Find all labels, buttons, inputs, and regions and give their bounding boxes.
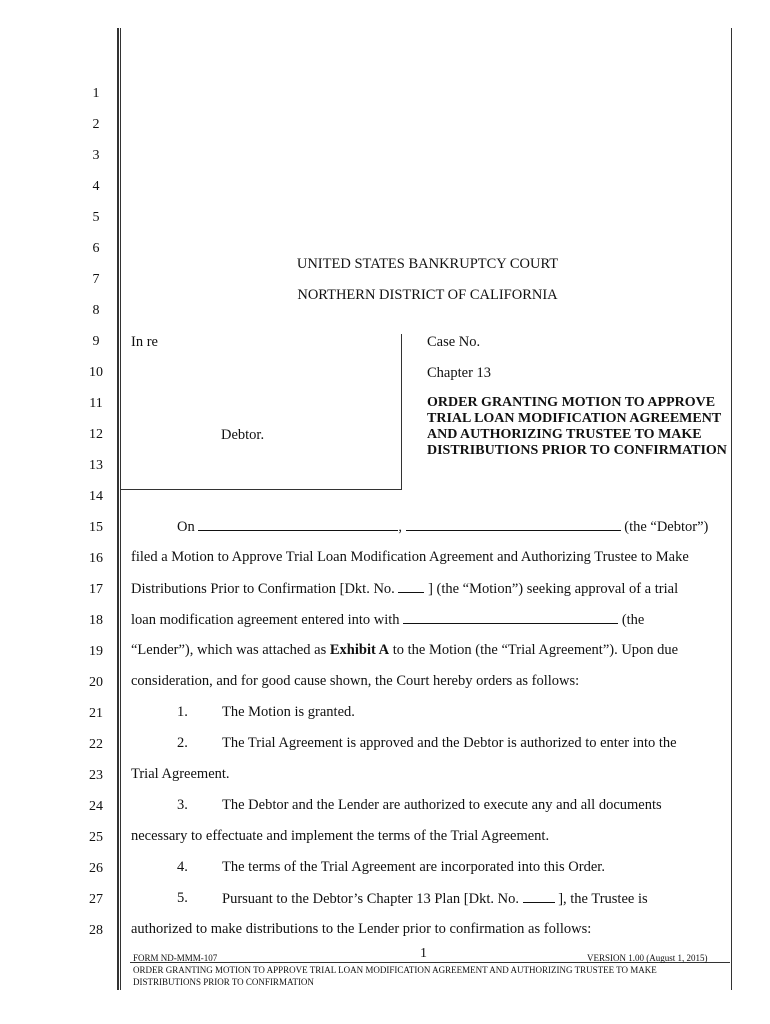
- line-number: 11: [89, 396, 103, 411]
- line-number: 1: [92, 86, 100, 101]
- plan-docket-blank: [523, 890, 555, 903]
- body-line-16: filed a Motion to Approve Trial Loan Modification Agreement and Authorizing Trustee to Make: [131, 549, 689, 565]
- body-text: loan modification agreement entered into with: [131, 612, 400, 628]
- line-number: 26: [89, 861, 103, 876]
- line-number: 20: [89, 675, 103, 690]
- line-number: 27: [89, 892, 103, 907]
- lender-name-blank: [403, 611, 618, 624]
- line-number: 21: [89, 706, 103, 721]
- line-number: 22: [89, 737, 103, 752]
- caption-divider-horizontal: [121, 489, 402, 490]
- body-line-18: [131, 611, 644, 629]
- body-text: Distributions Prior to Confirmation [Dkt. No.: [131, 581, 395, 597]
- footer-title-line2: DISTRIBUTIONS PRIOR TO CONFIRMATION: [133, 977, 314, 987]
- paragraph-number: 2.: [177, 735, 188, 751]
- line-number: 15: [89, 520, 103, 535]
- body-line-28: authorized to make distributions to the Lender prior to confirmation as follows:: [131, 921, 592, 937]
- line-number: 12: [89, 427, 103, 442]
- paragraph-number: 1.: [177, 704, 188, 720]
- body-text: ], the Trustee is: [558, 891, 648, 907]
- body-line-19: [131, 642, 678, 659]
- paragraph-text-5: [222, 890, 648, 908]
- paragraph-number: 5.: [177, 890, 188, 906]
- line-number: 17: [89, 582, 103, 597]
- line-number: 9: [92, 334, 100, 349]
- right-margin-rule: [731, 28, 732, 990]
- footer-version: VERSION 1.00 (August 1, 2015): [587, 953, 708, 963]
- body-text: On: [177, 519, 195, 535]
- paragraph-text: The Trial Agreement is approved and the Debtor is authorized to enter into the: [222, 735, 677, 751]
- line-number: 24: [89, 799, 103, 814]
- date-blank: [198, 518, 398, 531]
- line-number: 10: [89, 365, 103, 380]
- paragraph-text: The terms of the Trial Agreement are incorporated into this Order.: [222, 859, 605, 875]
- body-text: (the “Debtor”): [624, 519, 709, 535]
- case-number-label: Case No.: [427, 334, 481, 350]
- paragraph-text: The Debtor and the Lender are authorized to execute any and all documents: [222, 797, 662, 813]
- body-line-15: [177, 518, 708, 536]
- line-number: 16: [89, 551, 103, 566]
- court-district: NORTHERN DISTRICT OF CALIFORNIA: [297, 287, 558, 303]
- left-margin-rule: [117, 28, 119, 990]
- line-number: 14: [89, 489, 103, 504]
- line-number: 6: [92, 241, 100, 256]
- line-number: 13: [89, 458, 103, 473]
- body-line-17: [131, 580, 678, 598]
- line-number: 23: [89, 768, 103, 783]
- line-number: 8: [92, 303, 100, 318]
- body-text: ] (the “Motion”) seeking approval of a trial: [428, 581, 679, 597]
- footer-form-number: FORM ND-MMM-107: [133, 953, 218, 963]
- court-name: UNITED STATES BANKRUPTCY COURT: [296, 256, 559, 272]
- body-text: (the: [621, 612, 645, 628]
- line-number: 4: [92, 179, 100, 194]
- footer-title-line1: ORDER GRANTING MOTION TO APPROVE TRIAL LOAN MODIFICATION AGREEMENT AND AUTHORIZING TRUSTEE TO MAKE: [133, 965, 657, 975]
- debtor-label: Debtor.: [221, 427, 265, 443]
- left-margin-rule-inner: [120, 28, 121, 990]
- caption-divider-vertical: [401, 334, 402, 490]
- line-number: 3: [92, 148, 100, 163]
- line-number: 2: [92, 117, 100, 132]
- line-number: 19: [89, 644, 103, 659]
- footer-page-number: 1: [420, 946, 427, 961]
- debtor-name-blank: [406, 518, 621, 531]
- line-number: 25: [89, 830, 103, 845]
- chapter-label: Chapter 13: [427, 365, 492, 381]
- line-number: 18: [89, 613, 103, 628]
- body-line-25: necessary to effectuate and implement the terms of the Trial Agreement.: [131, 828, 550, 844]
- body-line-23: Trial Agreement.: [131, 766, 230, 782]
- body-line-20: consideration, and for good cause shown, the Court hereby orders as follows:: [131, 673, 580, 689]
- body-text: “Lender”), which was attached as: [131, 642, 327, 658]
- body-text: to the Motion (the “Trial Agreement”). Upon due: [392, 642, 679, 658]
- line-number: 28: [89, 923, 103, 938]
- paragraph-number: 4.: [177, 859, 188, 875]
- docket-number-blank: [398, 580, 424, 593]
- line-number: 5: [92, 210, 100, 225]
- body-text: Pursuant to the Debtor’s Chapter 13 Plan [Dkt. No.: [222, 891, 519, 907]
- in-re-label: In re: [131, 334, 158, 350]
- order-title: ORDER GRANTING MOTION TO APPROVE TRIAL LOAN MODIFICATION AGREEMENT AND AUTHORIZING TRUSTEE TO MAKE DISTRIBUTIONS PRIOR TO CONFIRMATION: [427, 395, 727, 458]
- paragraph-text: The Motion is granted.: [222, 704, 355, 720]
- exhibit-reference: Exhibit A: [329, 642, 390, 658]
- line-number: 7: [92, 272, 100, 287]
- paragraph-number: 3.: [177, 797, 188, 813]
- body-text: ,: [398, 519, 402, 535]
